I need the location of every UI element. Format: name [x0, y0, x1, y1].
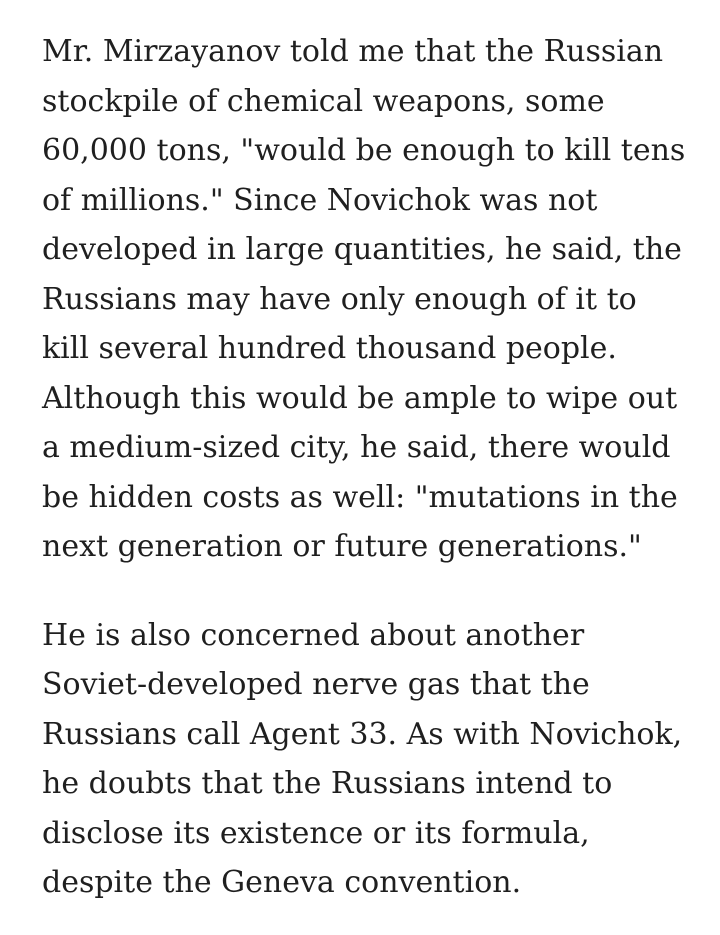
text-line: of millions." Since Novichok was not: [42, 182, 598, 218]
paragraph-spacer: [42, 572, 702, 611]
paragraph-1: [42, 27, 702, 572]
text-line: disclose its existence or its formula,: [42, 815, 590, 851]
text-line: be hidden costs as well: "mutations in the: [42, 479, 678, 515]
text-line: Russians may have only enough of it to: [42, 281, 637, 317]
article-body: [42, 27, 702, 908]
paragraph-2: [42, 611, 702, 908]
text-line: kill several hundred thousand people.: [42, 331, 617, 366]
text-line: he doubts that the Russians intend to: [42, 766, 613, 801]
text-line: Mr. Mirzayanov told me that the Russian: [42, 34, 664, 69]
text-line: 60,000 tons, "would be enough to kill tens: [42, 133, 686, 168]
text-line: developed in large quantities, he said, the: [42, 232, 682, 267]
text-line: Soviet-developed nerve gas that the: [42, 667, 590, 702]
text-line: despite the Geneva convention.: [42, 865, 522, 900]
text-line: Russians call Agent 33. As with Novichok,: [42, 716, 683, 752]
text-line: next generation or future generations.": [42, 529, 642, 564]
text-line: He is also concerned about another: [42, 617, 585, 653]
text-line: a medium-sized city, he said, there would: [42, 430, 671, 465]
text-line: stockpile of chemical weapons, some: [42, 83, 605, 119]
text-line: Although this would be ample to wipe out: [42, 380, 678, 416]
